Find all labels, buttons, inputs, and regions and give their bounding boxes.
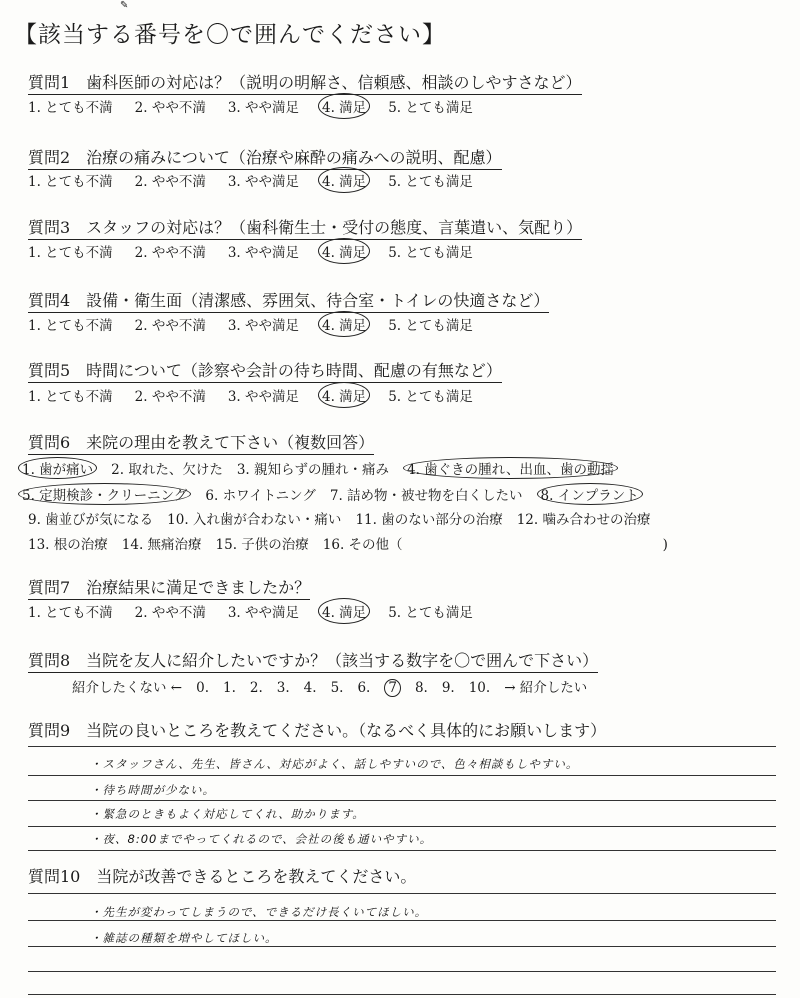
answer-line [28,826,776,827]
answer-line [28,775,776,776]
page-title: 【該当する番号を〇で囲んでください】 [14,22,446,48]
q2-option[interactable]: 3. やや満足 [227,174,300,190]
q1-options [28,96,495,116]
q3-option[interactable]: 5. とても満足 [388,245,473,261]
q6-reason[interactable]: 6. ホワイトニング [205,488,316,504]
q7-option[interactable]: 1. とても不満 [28,605,113,621]
q5-option[interactable]: 1. とても不満 [28,389,113,405]
q8-score[interactable]: 3. [276,680,290,696]
q6-reason-selected[interactable]: 5. 定期検診・クリーニング [18,483,191,505]
q9-answer[interactable]: ・スタッフさん、先生、皆さん、対応がよく、話しやすいので、色々相談もしやすい。 [90,757,579,771]
q6-reason[interactable]: 11. 歯のない部分の治療 [355,512,503,528]
q2-options [28,170,495,190]
q7-option[interactable]: 2. やや不満 [134,605,206,621]
q8-right-label: → 紹介したい [504,680,588,696]
q6-reason[interactable]: 7. 詰め物・被せ物を白くしたい [329,488,523,504]
q7-title: 質問7 治療結果に満足できましたか？ [28,575,310,600]
q4-title: 質問4 設備・衛生面（清潔感、雰囲気、待合室・トイレの快適さなど） [28,288,549,313]
q6-reason[interactable]: 14. 無痛治療 [121,537,202,553]
q4-option[interactable]: 2. やや不満 [134,318,206,334]
q8-score[interactable]: 8. [414,680,428,696]
q6-title: 質問6 来院の理由を教えて下さい（複数回答） [28,430,374,455]
q6-reason-selected[interactable]: 1. 歯が痛い [18,457,97,479]
q9-title: 質問9 当院の良いところを教えてください。（なるべく具体的にお願いします） [28,721,607,740]
q1-option[interactable]: 1. とても不満 [28,100,113,116]
q6-reason[interactable]: 13. 根の治療 [28,537,108,553]
q6-reason[interactable]: 12. 噛み合わせの治療 [516,512,651,528]
q5-option[interactable]: 3. やや満足 [227,389,300,405]
q8-left-label: 紹介したくない ← [72,680,183,696]
q5-options [28,385,495,405]
q6-reason-other[interactable]: 16. その他（ [322,537,403,553]
q8-score[interactable]: 9. [441,680,455,696]
q1-option[interactable]: 3. やや満足 [227,100,300,116]
answer-line [28,994,776,995]
q8-score[interactable]: 2. [249,680,263,696]
q8-scale [72,676,601,697]
q4-option[interactable]: 3. やや満足 [227,318,300,334]
q4-option-selected[interactable]: 4. 満足 [318,311,370,337]
q9-answer[interactable]: ・待ち時間が少ない。 [90,783,215,797]
q5-title: 質問5 時間について（診察や会計の待ち時間、配慮の有無など） [28,358,502,383]
scan-mark: ✎ [120,0,129,11]
q8-title: 質問8 当院を友人に紹介したいですか？（該当する数字を〇で囲んで下さい） [28,648,598,673]
q6-reason[interactable]: 2. 取れた、欠けた [111,462,223,478]
q3-option[interactable]: 2. やや不満 [134,245,206,261]
q10-answer[interactable]: ・先生が変わってしまうので、できるだけ長くいてほしい。 [90,905,428,919]
q6-reason-selected[interactable]: 4. 歯ぐきの腫れ、出血、歯の動揺 [403,457,618,479]
q5-option-selected[interactable]: 4. 満足 [318,382,370,408]
q6-reason[interactable]: 15. 子供の治療 [215,537,309,553]
q8-score[interactable]: 4. [303,680,317,696]
answer-line [28,850,776,851]
q5-option[interactable]: 5. とても満足 [388,389,473,405]
q3-options [28,241,495,261]
q8-score[interactable]: 6. [357,680,371,696]
q3-title: 質問3 スタッフの対応は？（歯科衛生士・受付の態度、言葉遣い、気配り） [28,215,582,240]
q8-score[interactable]: 0. [196,680,209,696]
q1-option-selected[interactable]: 4. 満足 [318,93,370,119]
q6-reason[interactable]: 9. 歯並びが気になる [28,512,154,528]
q10-answer[interactable]: ・雑誌の種類を増やしてほしい。 [90,931,278,945]
q6-reason[interactable]: 3. 親知らずの腫れ・痛み [236,462,390,478]
answer-line [28,971,776,972]
q8-score[interactable]: 5. [330,680,344,696]
q1-title: 質問1 歯科医師の対応は？（説明の明解さ、信頼感、相談のしやすさなど） [28,70,582,95]
q2-option[interactable]: 5. とても満足 [388,174,473,190]
q2-title: 質問2 治療の痛みについて（治療や麻酔の痛みへの説明、配慮） [28,145,502,170]
q9-answer[interactable]: ・夜、8:00までやってくれるので、会社の後も通いやすい。 [90,832,433,846]
q6-row-2 [18,483,657,505]
q3-option[interactable]: 3. やや満足 [227,245,300,261]
q2-option-selected[interactable]: 4. 満足 [318,167,370,193]
q6-row-1 [18,457,632,479]
answer-line [28,946,776,947]
q6-row-4 [28,533,682,553]
q6-reason-selected[interactable]: 8. インプラント [537,483,643,505]
q2-option[interactable]: 2. やや不満 [134,174,206,190]
q3-option[interactable]: 1. とても不満 [28,245,113,261]
q7-option[interactable]: 5. とても満足 [388,605,473,621]
q9-answer[interactable]: ・緊急のときもよく対応してくれ、助かります。 [90,807,365,821]
q8-score-selected[interactable]: 7 [384,679,401,697]
answer-line [28,920,776,921]
q8-score[interactable]: 10. [468,680,491,696]
answer-line [28,893,776,894]
q1-option[interactable]: 2. やや不満 [134,100,206,116]
q7-option[interactable]: 3. やや満足 [227,605,300,621]
q6-reason[interactable]: 10. 入れ歯が合わない・痛い [167,512,342,528]
q1-option[interactable]: 5. とても満足 [388,100,473,116]
q5-option[interactable]: 2. やや不満 [134,389,206,405]
q4-option[interactable]: 5. とても満足 [388,318,473,334]
q10-title: 質問10 当院が改善できるところを教えてください。 [28,867,417,886]
q6-row-3 [28,508,664,528]
answer-line [28,746,776,747]
q6-other-close: ) [662,537,668,553]
answer-line [28,800,776,801]
q2-option[interactable]: 1. とても不満 [28,174,113,190]
q8-score[interactable]: 1. [223,680,236,696]
q7-options [28,601,495,621]
q7-option-selected[interactable]: 4. 満足 [318,598,370,624]
q4-option[interactable]: 1. とても不満 [28,318,113,334]
q4-options [28,314,495,334]
q3-option-selected[interactable]: 4. 満足 [318,238,370,264]
